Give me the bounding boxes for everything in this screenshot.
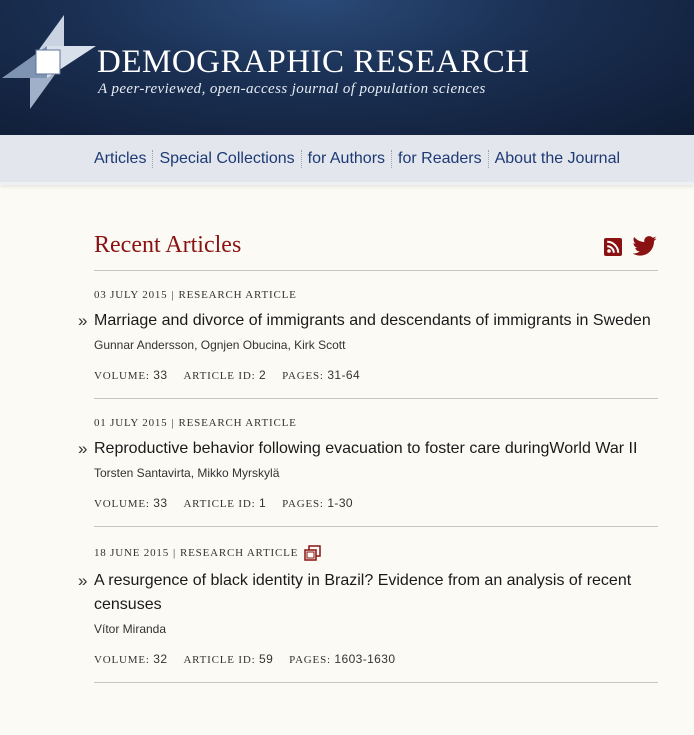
bullet-icon: » xyxy=(78,311,88,330)
article-title-text[interactable]: A resurgence of black identity in Brazil? Evidence from an analysis of recent censuses xyxy=(94,572,632,613)
article-title[interactable] xyxy=(78,309,658,333)
article-title-text[interactable]: Reproductive behavior following evacuation to foster care duringWorld War II xyxy=(94,440,638,457)
pages-value: 1603-1630 xyxy=(334,652,396,666)
site-header xyxy=(0,0,694,135)
twitter-icon[interactable] xyxy=(633,236,657,256)
pages-label: PAGES: xyxy=(282,498,324,510)
article-date: 03 JULY 2015 xyxy=(94,289,168,301)
article-id-label: ARTICLE ID: xyxy=(183,498,256,510)
section-title: Recent Articles xyxy=(94,232,242,258)
article-details xyxy=(94,496,658,526)
article-item xyxy=(78,399,658,527)
site-tagline: A peer-reviewed, open-access journal of population sciences xyxy=(98,81,486,97)
nav-for-readers[interactable]: for Readers xyxy=(391,150,488,168)
article-authors: Gunnar Andersson, Ognjen Obucina, Kirk Scott xyxy=(94,338,346,352)
nav-special-collections[interactable]: Special Collections xyxy=(152,150,300,168)
article-details xyxy=(94,652,658,682)
article-title-text[interactable]: Marriage and divorce of immigrants and descendants of immigrants in Sweden xyxy=(94,312,651,329)
volume-value: 33 xyxy=(153,368,168,382)
article-id-label: ARTICLE ID: xyxy=(183,370,256,382)
nav-for-authors[interactable]: for Authors xyxy=(301,150,391,168)
volume-value: 32 xyxy=(153,652,168,666)
article-type: RESEARCH ARTICLE xyxy=(178,417,297,429)
article-date: 01 JULY 2015 xyxy=(94,417,168,429)
article-title[interactable] xyxy=(78,569,658,617)
article-meta xyxy=(94,271,658,301)
article-date: 18 JUNE 2015 xyxy=(94,547,169,559)
meta-separator: | xyxy=(173,547,177,559)
nav-about-journal[interactable]: About the Journal xyxy=(488,150,626,168)
pages-label: PAGES: xyxy=(282,370,324,382)
copy-icon[interactable] xyxy=(304,545,321,561)
pages-value: 31-64 xyxy=(327,368,361,382)
bullet-icon: » xyxy=(78,571,88,590)
article-id-value: 59 xyxy=(259,652,274,666)
nav-articles[interactable]: Articles xyxy=(94,150,147,167)
main-navigation xyxy=(0,135,694,185)
article-meta xyxy=(94,527,658,561)
article-id-value: 2 xyxy=(259,368,267,382)
article-meta xyxy=(94,399,658,429)
article-id-value: 1 xyxy=(259,496,267,510)
article-type: RESEARCH ARTICLE xyxy=(178,289,297,301)
main-content xyxy=(78,185,658,683)
pages-label: PAGES: xyxy=(289,654,331,666)
recent-articles-header xyxy=(94,185,658,271)
article-authors: Vítor Miranda xyxy=(94,622,167,636)
volume-label: VOLUME: xyxy=(94,498,150,510)
pages-value: 1-30 xyxy=(327,496,353,510)
article-id-label: ARTICLE ID: xyxy=(183,654,256,666)
article-authors: Torsten Santavirta, Mikko Myrskylä xyxy=(94,466,280,480)
logo-icon[interactable] xyxy=(0,12,100,112)
article-item xyxy=(78,271,658,399)
bullet-icon: » xyxy=(78,439,88,458)
meta-separator: | xyxy=(171,417,175,429)
site-title[interactable]: DEMOGRAPHIC RESEARCH xyxy=(97,44,530,80)
rss-icon[interactable] xyxy=(604,238,622,256)
meta-separator: | xyxy=(171,289,175,301)
volume-label: VOLUME: xyxy=(94,654,150,666)
article-item xyxy=(78,527,658,683)
article-type: RESEARCH ARTICLE xyxy=(180,547,299,559)
article-title[interactable] xyxy=(78,437,658,461)
volume-value: 33 xyxy=(153,496,168,510)
article-details xyxy=(94,368,658,398)
volume-label: VOLUME: xyxy=(94,370,150,382)
